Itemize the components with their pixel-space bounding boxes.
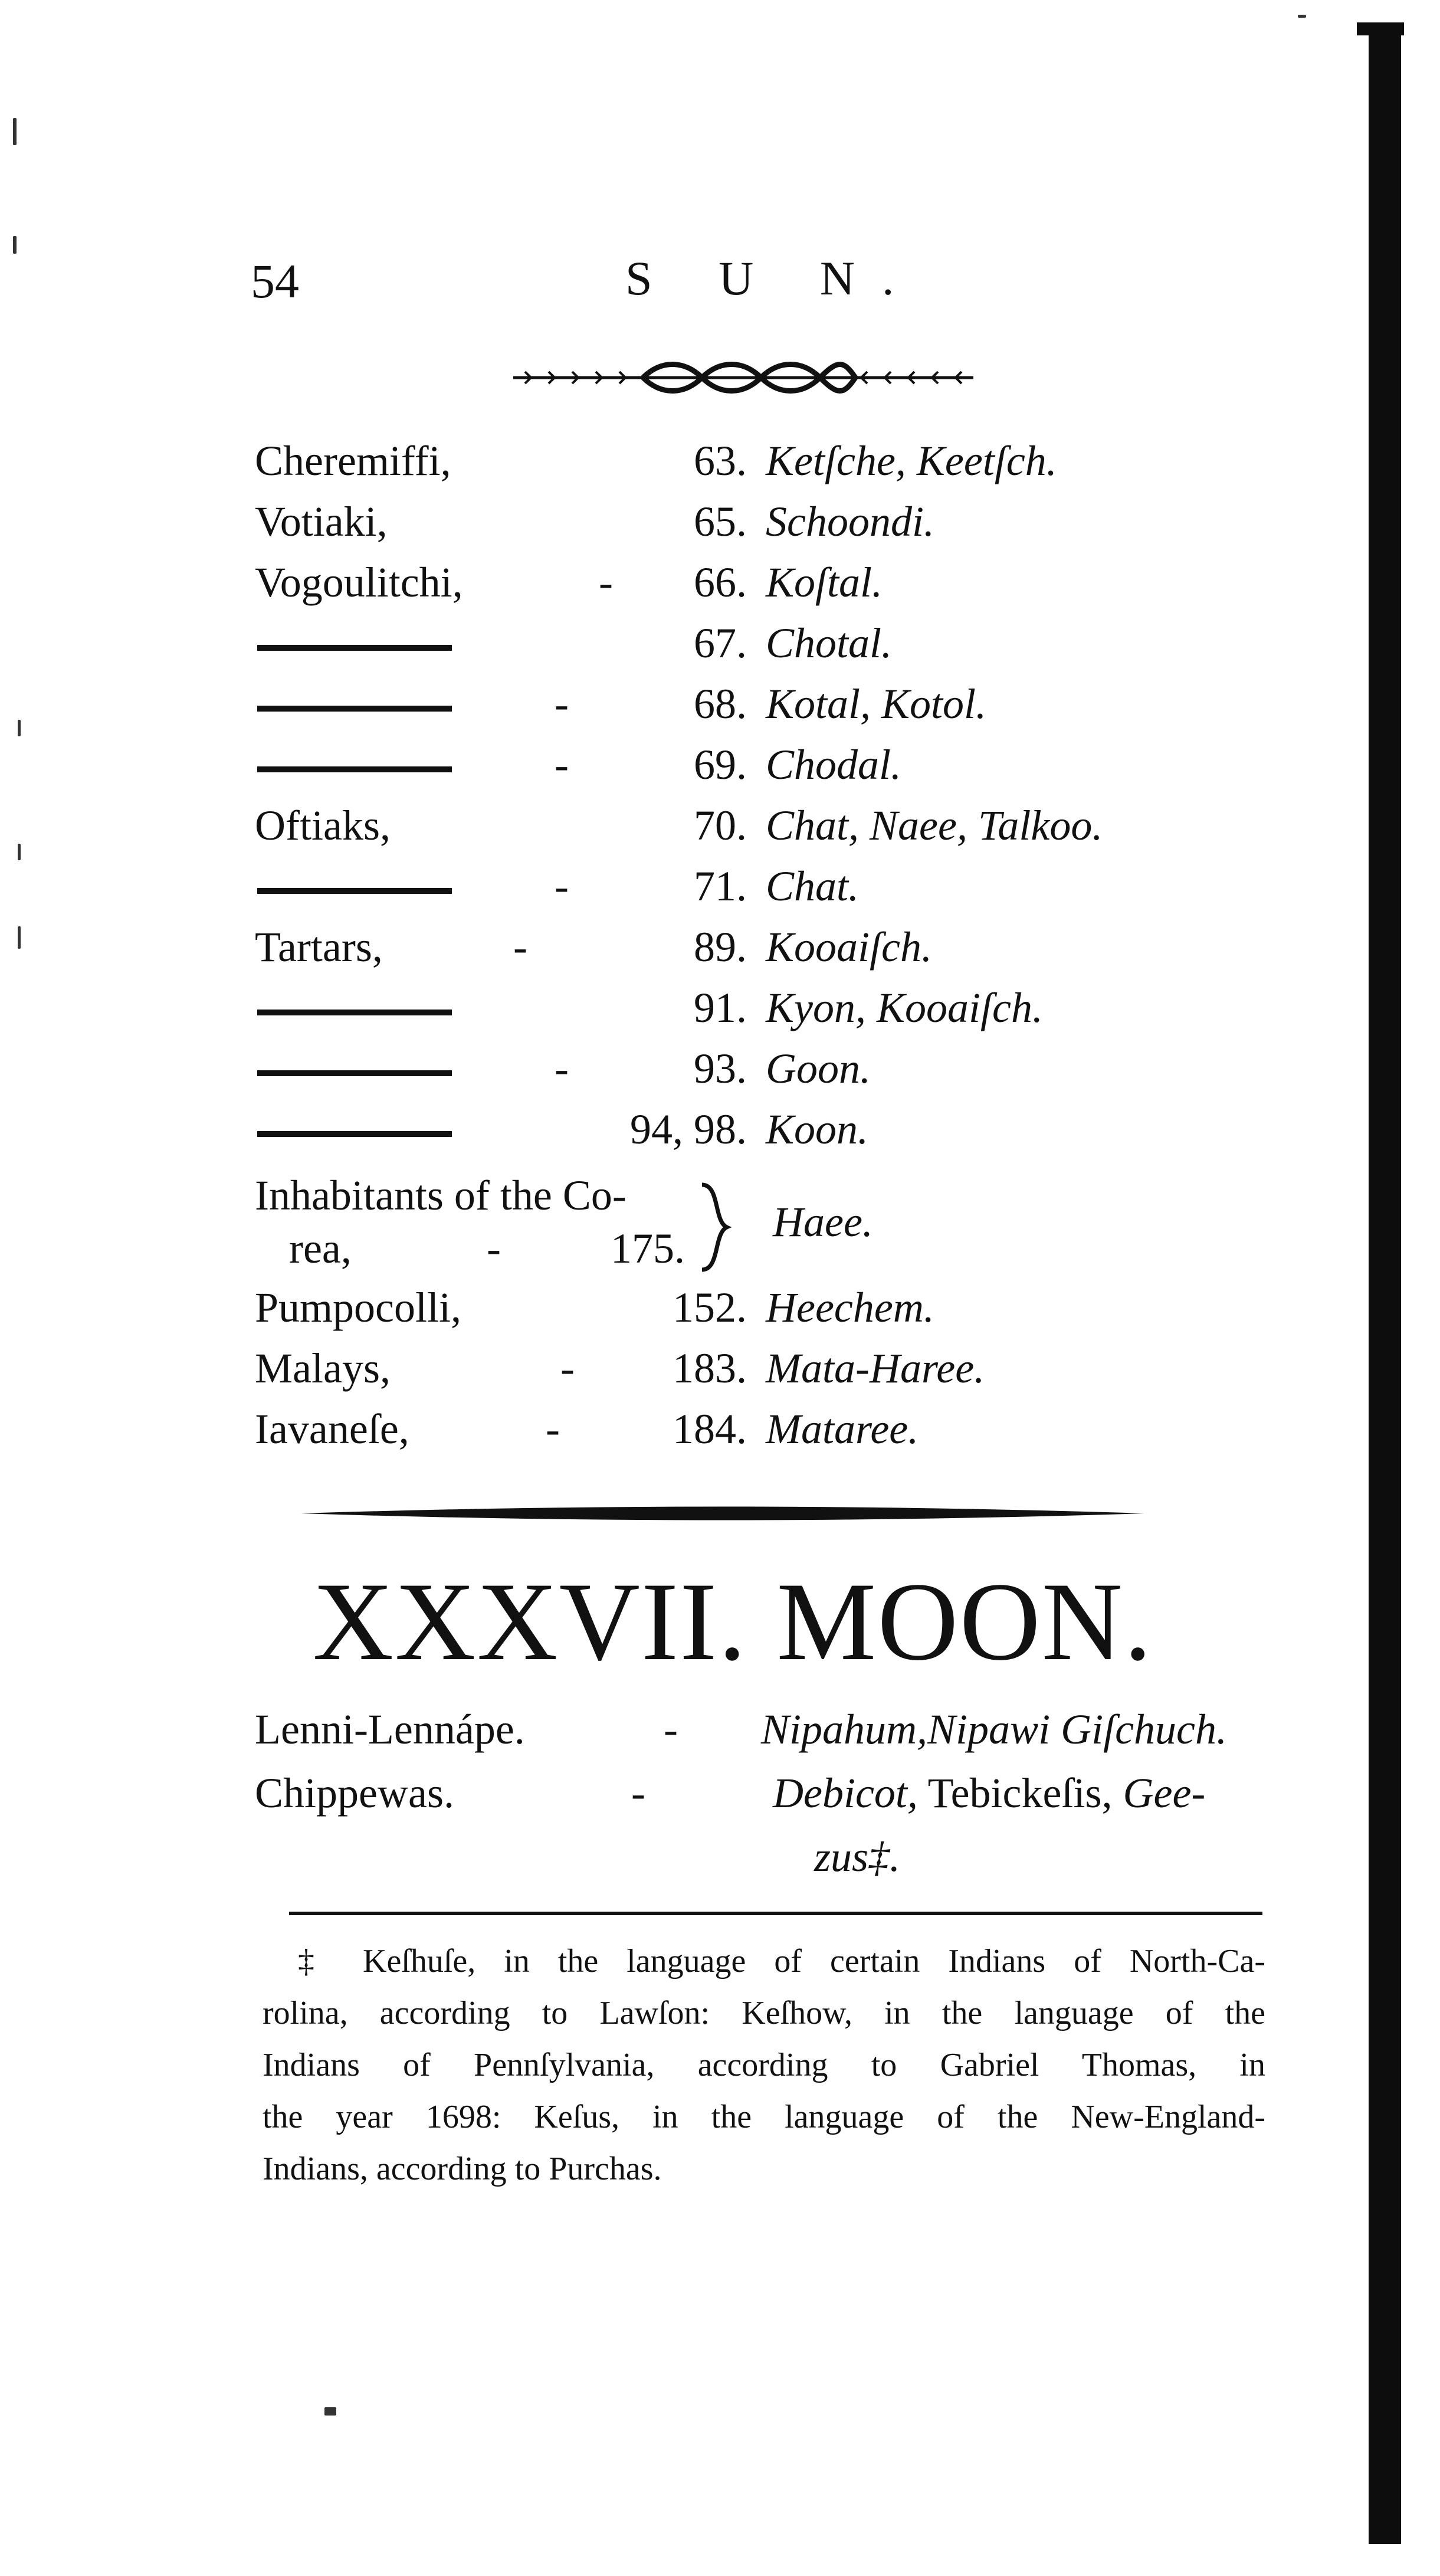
moon-word: Nipahum,Nipawi Giſchuch.: [761, 1706, 1227, 1753]
running-head: S U N.: [625, 251, 921, 305]
sun-word: Koon.: [766, 1106, 869, 1153]
source-number: 63.: [694, 437, 747, 484]
ditto-rule: [257, 706, 452, 712]
footnote-line: Indians of Pennſylvania, according to Gabriel Thomas, in: [263, 2047, 1265, 2083]
language-name: Oftiaks,: [255, 802, 391, 849]
sun-entry-row: [0, 497, 1440, 559]
ornament-divider: [513, 354, 973, 401]
sun-entry-row: [0, 1044, 1440, 1106]
source-number: 66.: [694, 559, 747, 606]
margin-speck: [13, 118, 17, 145]
sun-word: Schoondi.: [766, 498, 934, 545]
page-number: 54: [251, 254, 299, 308]
sun-word: Heechem.: [766, 1284, 934, 1331]
sun-entry-row: [0, 558, 1440, 620]
sun-word: Chat, Naee, Talkoo.: [766, 802, 1103, 849]
footnote: [263, 1935, 1265, 2195]
sun-entry-row: [0, 984, 1440, 1045]
source-number: 91.: [694, 984, 747, 1031]
sun-entry-row: [0, 680, 1440, 741]
source-number: 89.: [694, 923, 747, 971]
footnote-line: the year 1698: Keſus, in the language of the New-England-: [263, 2099, 1265, 2135]
sun-word: Koſtal.: [766, 559, 883, 606]
sun-entry-row: [0, 923, 1440, 984]
source-number: 65.: [694, 498, 747, 545]
source-number: 183.: [673, 1345, 747, 1392]
language-name: Tartars,: [255, 923, 383, 971]
language-name: Chippewas.: [255, 1769, 454, 1817]
sun-entry-row: [0, 1283, 1440, 1345]
moon-word-part: Debicot,: [773, 1769, 918, 1817]
leader-dash: -: [631, 1769, 645, 1817]
sun-entry-row: [0, 862, 1440, 923]
language-name: Vogoulitchi,: [255, 559, 463, 606]
moon-word-part: Tebickeſis,: [917, 1769, 1123, 1817]
section-title: XXXVII. MOON.: [313, 1560, 1153, 1684]
footnote-line: Indians, according to Purchas.: [263, 2151, 662, 2187]
section-divider-bar: [301, 1499, 1144, 1528]
moon-word: [773, 1769, 1205, 1818]
ditto-rule: [257, 766, 452, 772]
sun-entry-row: [0, 1344, 1440, 1405]
sun-entry-row: [0, 437, 1440, 498]
leader-dash: -: [599, 559, 613, 606]
language-name: Malays,: [255, 1345, 391, 1392]
language-name: Votiaki,: [255, 498, 388, 545]
leader-dash: -: [664, 1706, 678, 1753]
leader-dash: -: [560, 1345, 575, 1392]
source-number: 184.: [673, 1405, 747, 1453]
margin-speck: [1298, 15, 1306, 18]
sun-word: Goon.: [766, 1045, 871, 1092]
source-number: 93.: [694, 1045, 747, 1092]
source-number: 70.: [694, 802, 747, 849]
ditto-rule: [257, 888, 452, 894]
margin-speck: [324, 2407, 336, 2416]
leader-dash: -: [555, 1045, 569, 1092]
ditto-rule: [257, 1070, 452, 1076]
leader-dash: -: [555, 680, 569, 727]
ditto-rule: [257, 1131, 452, 1137]
source-number: 94, 98.: [630, 1106, 747, 1153]
language-name-continuation: rea,: [289, 1225, 352, 1272]
leader-dash: -: [555, 741, 569, 788]
sun-entry-row: [0, 1105, 1440, 1166]
leader-dash: -: [513, 923, 527, 971]
sun-entry-row: [0, 1405, 1440, 1466]
language-name: Inhabitants of the Co-: [255, 1172, 626, 1219]
sun-word: Kooaiſch.: [766, 923, 932, 971]
moon-word-part: Gee-: [1123, 1769, 1206, 1817]
source-number: 152.: [673, 1284, 747, 1331]
sun-word: Chodal.: [766, 741, 902, 788]
language-name: Pumpocolli,: [255, 1284, 462, 1331]
language-name: Iavaneſe,: [255, 1405, 409, 1453]
language-name: Cheremiffi,: [255, 437, 451, 484]
footnote-line: rolina, according to Lawſon: Keſhow, in the language of the: [263, 1995, 1265, 2031]
sun-entry-row: [0, 619, 1440, 680]
sun-word: Ketſche, Keetſch.: [766, 437, 1057, 484]
source-number: 67.: [694, 620, 747, 667]
footnote-rule: [289, 1912, 1262, 1915]
moon-word-continuation: zus‡.: [814, 1833, 901, 1880]
leader-dash: -: [546, 1405, 560, 1453]
sun-word: Haee.: [773, 1198, 873, 1246]
footnote-line: ‡ Keſhuſe, in the language of certain Indians of North-Ca-: [298, 1943, 1265, 1979]
curly-brace: [696, 1180, 732, 1274]
sun-entry-row: [0, 801, 1440, 863]
sun-word: Kotal, Kotol.: [766, 680, 987, 727]
sun-word: Chat.: [766, 863, 860, 910]
ditto-rule: [257, 1010, 452, 1015]
source-number: 71.: [694, 863, 747, 910]
sun-word: Mata-Haree.: [766, 1345, 985, 1392]
source-number: 175.: [611, 1225, 685, 1272]
leader-dash: -: [487, 1225, 501, 1272]
ditto-rule: [257, 645, 452, 651]
leader-dash: -: [555, 863, 569, 910]
sun-entry-row: [0, 740, 1440, 802]
language-name: Lenni-Lennápe.: [255, 1706, 525, 1753]
sun-word: Kyon, Kooaiſch.: [766, 984, 1043, 1031]
source-number: 69.: [694, 741, 747, 788]
sun-word: Mataree.: [766, 1405, 919, 1453]
source-number: 68.: [694, 680, 747, 727]
margin-speck: [13, 236, 17, 254]
sun-word: Chotal.: [766, 620, 893, 667]
